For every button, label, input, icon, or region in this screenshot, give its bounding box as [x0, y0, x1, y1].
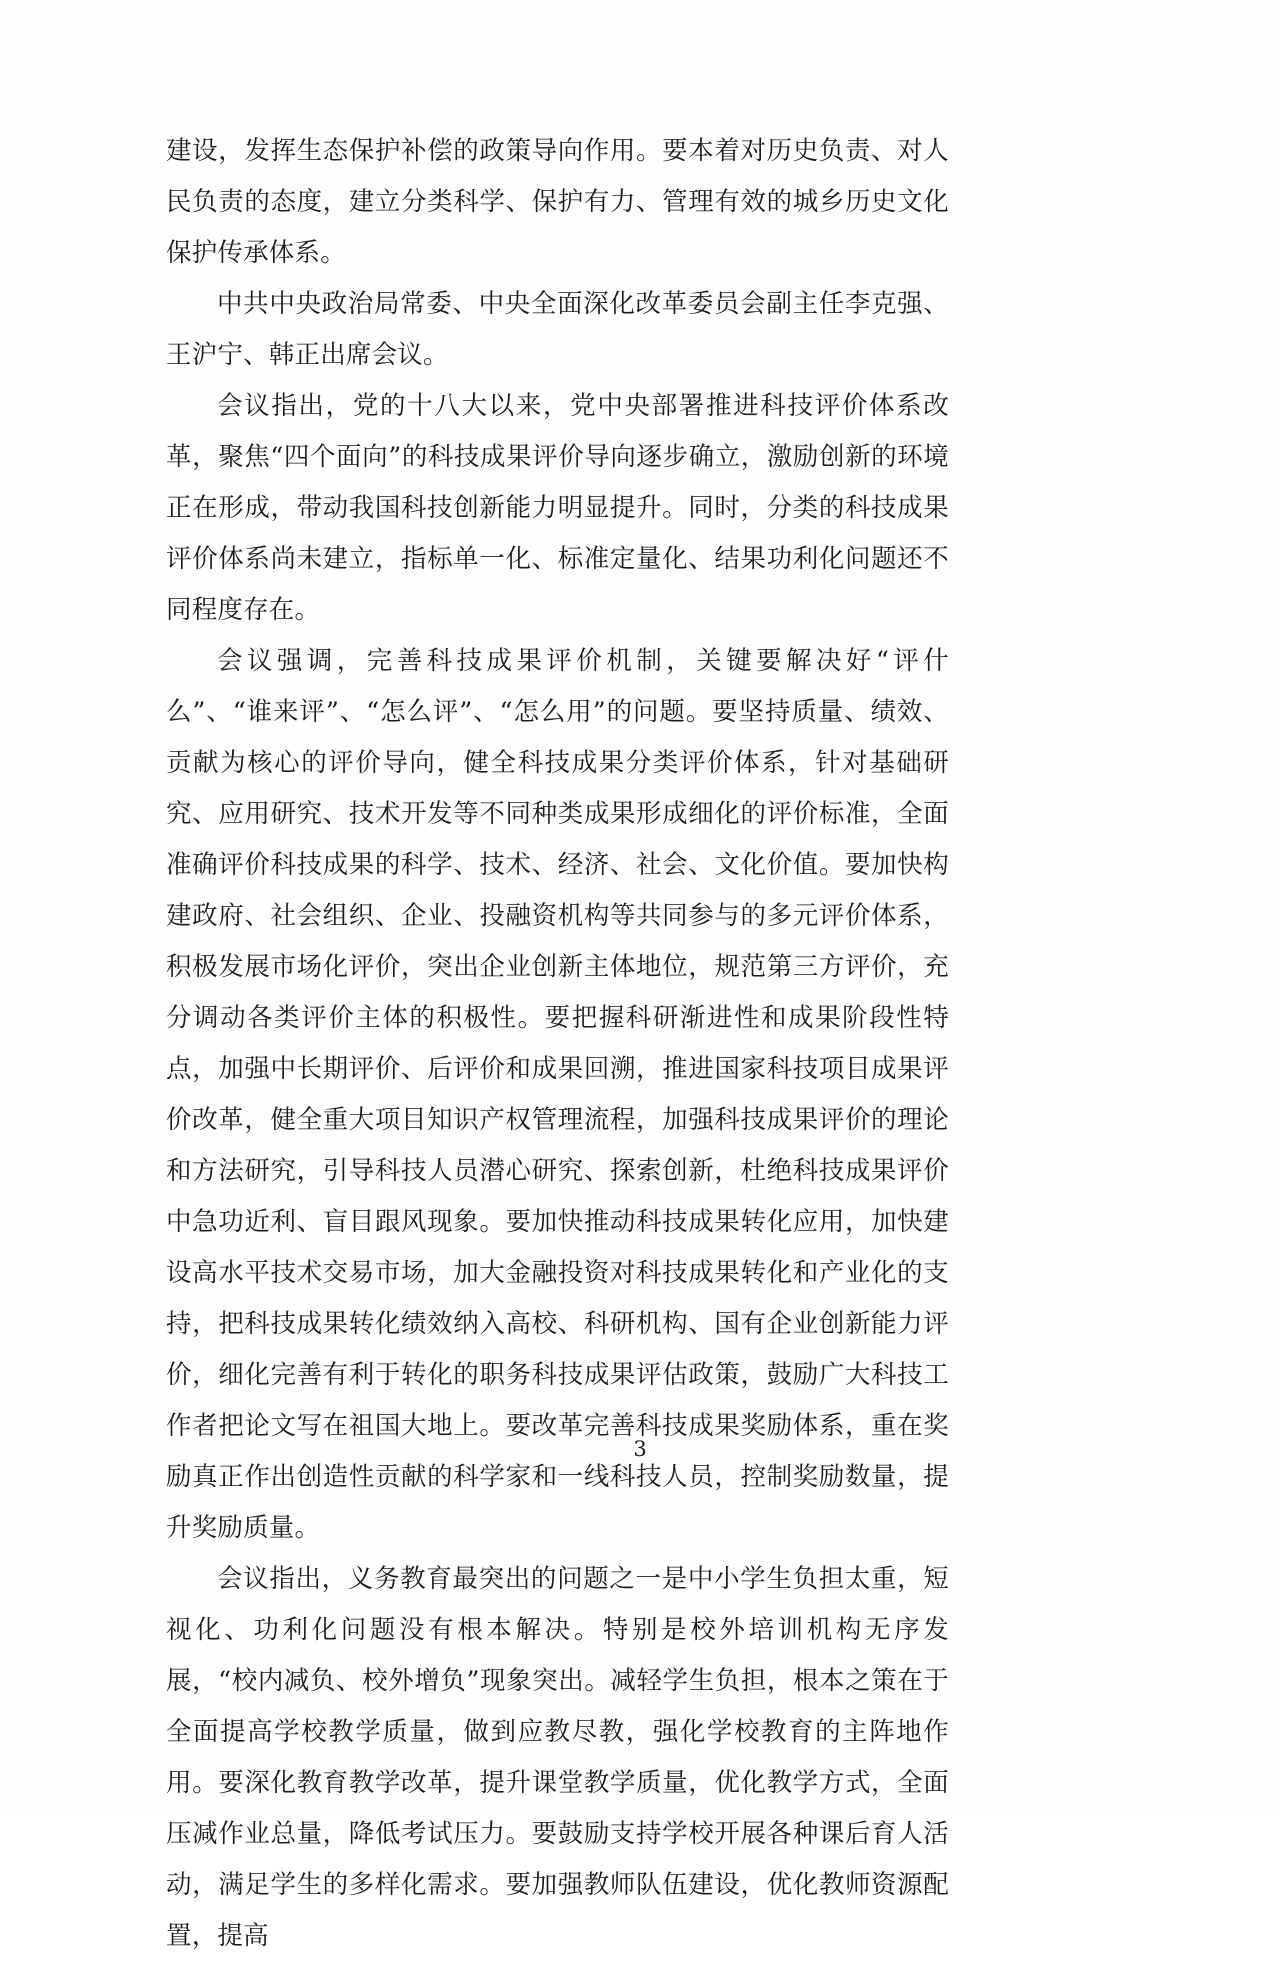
paragraph: 会议强调，完善科技成果评价机制，关键要解决好“评什么”、“谁来评”、“怎么评”、“怎么用”的问题。要坚持质量、绩效、贡献为核心的评价导向，健全科技成果分类评价体系，针对基础研究、应用研究、技术开发等不同种类成果形成细化的评价标准，全面准确评价科技成果的科学、技术、经济、社会、文化价值。要加快构建政府、社会组织、企业、投融资机构等共同参与的多元评价体系，积极发展市场化评价，突出企业创新主体地位，规范第三方评价，充分调动各类评价主体的积极性。要把握科研渐进性和成果阶段性特点，加强中长期评价、后评价和成果回溯，推进国家科技项目成果评价改革，健全重大项目知识产权管理流程，加强科技成果评价的理论和方法研究，引导科技人员潜心研究、探索创新，杜绝科技成果评价中急功近利、盲目跟风现象。要加快推动科技成果转化应用，加快建设高水平技术交易市场，加大金融投资对科技成果转化和产业化的支持，把科技成果转化绩效纳入高校、科研机构、国有企业创新能力评价，细化完善有利于转化的职务科技成果评估政策，鼓励广大科技工作者把论文写在祖国大地上。要改革完善科技成果奖励体系，重在奖励真正作出创造性贡献的科学家和一线科技人员，控制奖励数量，提升奖励质量。	[166, 646, 949, 1543]
paragraph: 会议指出，义务教育最突出的问题之一是中小学生负担太重，短视化、功利化问题没有根本解决。特别是校外培训机构无序发展，“校内减负、校外增负”现象突出。减轻学生负担，根本之策在于全面提高学校教学质量，做到应教尽教，强化学校教育的主阵地作用。要深化教育教学改革，提升课堂教学质量，优化教学方式，全面压减作业总量，降低考试压力。要鼓励支持学校开展各种课后育人活动，满足学生的多样化需求。要加强教师队伍建设，优化教师资源配置，提高	[166, 1564, 949, 1951]
paragraph: 建设，发挥生态保护补偿的政策导向作用。要本着对历史负责、对人民负责的态度，建立分类科学、保护有力、管理有效的城乡历史文化保护传承体系。	[166, 136, 949, 268]
page-number: 3	[633, 1437, 647, 1461]
paragraph: 会议指出，党的十八大以来，党中央部署推进科技评价体系改革，聚焦“四个面向”的科技成果评价导向逐步确立，激励创新的环境正在形成，带动我国科技创新能力明显提升。同时，分类的科技成果评价体系尚未建立，指标单一化、标准定量化、结果功利化问题还不同程度存在。	[166, 391, 949, 625]
paragraph: 中共中央政治局常委、中央全面深化改革委员会副主任李克强、王沪宁、韩正出席会议。	[166, 289, 949, 370]
document-body	[166, 126, 949, 1962]
